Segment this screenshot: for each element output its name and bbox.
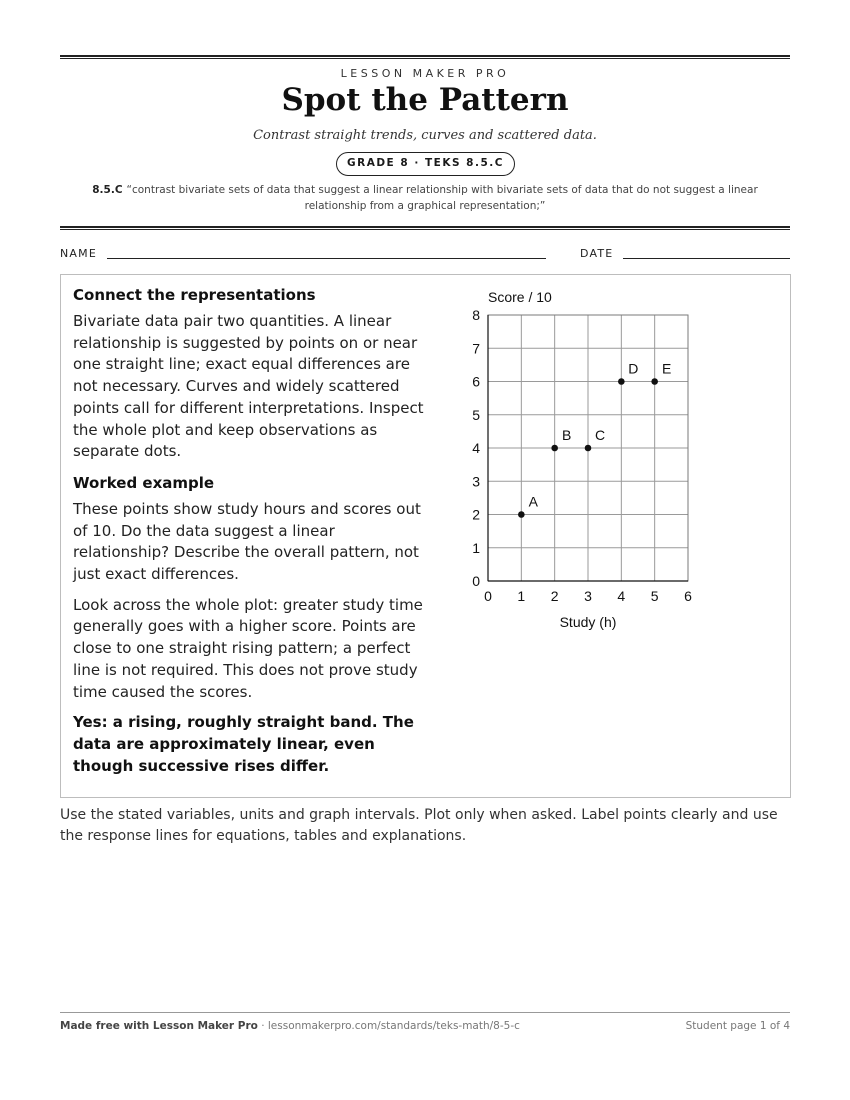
footer-rule <box>60 1012 790 1013</box>
y-tick-label: 3 <box>472 473 480 490</box>
footer-credit <box>60 1020 520 1032</box>
lesson-text <box>73 284 433 777</box>
paragraph-question: These points show study hours and scores out of 10. Do the data suggest a linear relationship? Describe the overall pattern, not just exact differences. <box>73 499 421 584</box>
y-tick-label: 0 <box>472 573 480 589</box>
footer-url[interactable]: · lessonmakerpro.com/standards/teks-math/8-5-c <box>257 1020 520 1032</box>
x-tick-label: 1 <box>517 588 526 604</box>
point-label: A <box>528 493 539 510</box>
footer-made-with: Made free with Lesson Maker Pro <box>60 1020 258 1032</box>
point-label: C <box>594 427 606 443</box>
heading-connect: Connect the representations <box>73 286 316 304</box>
data-point <box>585 445 592 452</box>
y-axis-label: Score / 10 <box>488 289 552 305</box>
chart-points <box>518 361 671 518</box>
y-tick-label: 7 <box>472 340 480 357</box>
scatter-chart <box>455 284 705 634</box>
y-tick-label: 1 <box>472 539 480 556</box>
point-label: B <box>561 427 572 443</box>
instructions-note: Use the stated variables, units and graph intervals. Plot only when asked. Label points clearly and use the response lines for equations, tables and explanations. <box>60 807 778 844</box>
paragraph-connect: Bivariate data pair two quantities. A linear relationship is suggested by points on or near one straight line; exact equal differences are not necessary. Curves and widely scattered points call for different interpretations. Inspect the whole plot and keep observations as separate dots. <box>73 312 424 461</box>
grade-badge: GRADE 8 · TEKS 8.5.C <box>336 152 515 176</box>
point-label: D <box>628 360 639 377</box>
date-label: DATE <box>580 247 614 260</box>
name-field[interactable] <box>107 258 546 259</box>
y-tick-label: 4 <box>472 440 480 456</box>
standard-statement <box>85 182 765 214</box>
top-rule <box>60 55 790 59</box>
data-point <box>551 445 558 452</box>
brand-name: LESSON MAKER PRO <box>340 67 510 80</box>
date-field[interactable] <box>623 258 790 259</box>
x-tick-label: 2 <box>550 588 559 604</box>
y-tick-label: 6 <box>472 373 480 390</box>
data-point <box>618 378 625 385</box>
page-subtitle: Contrast straight trends, curves and scattered data. <box>253 128 597 143</box>
x-tick-label: 6 <box>684 588 692 604</box>
answer-text: Yes: a rising, roughly straight band. The data are approximately linear, even though successive rises differ. <box>73 713 414 775</box>
data-point <box>651 378 658 385</box>
x-axis-label: Study (h) <box>559 614 617 630</box>
chart-tick-labels <box>472 307 692 604</box>
name-label: NAME <box>60 247 97 260</box>
standard-code: 8.5.C <box>92 184 123 196</box>
point-label: E <box>661 360 672 377</box>
x-tick-label: 0 <box>484 588 492 604</box>
x-tick-label: 4 <box>617 588 626 604</box>
x-tick-label: 3 <box>584 588 592 604</box>
page-title: Spot the Pattern <box>281 82 569 118</box>
x-tick-label: 5 <box>650 588 659 604</box>
footer-page-number: Student page 1 of 4 <box>685 1020 790 1032</box>
y-tick-label: 2 <box>472 506 480 523</box>
heading-worked-example: Worked example <box>73 473 215 492</box>
y-tick-label: 8 <box>472 307 480 323</box>
paragraph-solution: Look across the whole plot: greater study time generally goes with a higher score. Points are close to one straight rising pattern; a perfect line is not required. This does not prove study time caused the scores. <box>73 595 423 701</box>
header-bottom-rule <box>60 226 790 230</box>
data-point <box>518 511 525 518</box>
standard-text: “contrast bivariate sets of data that suggest a linear relationship with bivariate sets of data that do not suggest a linear relationship from a graphical representation;” <box>126 184 758 212</box>
y-tick-label: 5 <box>472 406 480 423</box>
